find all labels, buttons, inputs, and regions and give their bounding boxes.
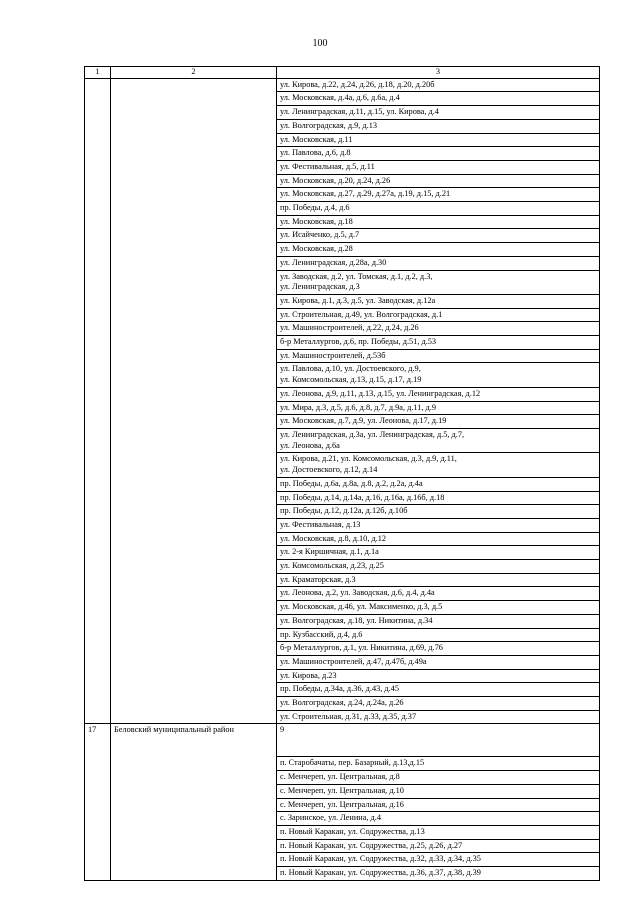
address-cell: с. Менчереп, ул. Центральная, д.10 [277,784,600,798]
district-name-cell: Беловский муниципальный район [111,724,277,880]
address-line: ул. Московская, д.7, д.9, ул. Леонова, д.17, д.19 [280,416,447,426]
address-line: ул. 2-я Киршичная, д.1, д.1а [280,547,379,557]
address-cell [277,363,600,387]
address-cell [277,322,600,336]
address-cell [277,336,600,350]
address-line: ул. Комсомольская, д.13, д.15, д.17, д.19 [280,375,422,385]
page-number: 100 [312,38,328,49]
address-cell [277,428,600,452]
address-line: ул. Заводская, д.2, ул. Томская, д.1, д.2, д.3, [280,271,433,281]
address-line: ул. Машиностроителей, д.53б [280,350,386,360]
address-cell [277,243,600,257]
address-line: пр. Победы, д.14, д.14а, д.16, д.16а, д.16б, д.18 [280,492,445,502]
address-cell [277,628,600,642]
address-cell [277,477,600,491]
address-cell [277,349,600,363]
count-value: 9 [280,725,285,735]
address-cell [277,160,600,174]
address-cell [277,546,600,560]
address-line: ул. Машиностроителей, д.47, д.47б, д.49а [280,656,427,666]
address-cell [277,573,600,587]
address-line: ул. Фестивальная, д.13 [280,519,361,529]
address-line: ул. Леонова, д.6а [280,440,340,450]
address-cell [277,453,600,477]
address-line: ул. Строительная, д.49, ул. Волгоградская, д.1 [280,309,443,319]
address-cell [277,270,600,294]
table-header-row [85,67,600,79]
address-line: ул. Достоевского, д.12, д.14 [280,465,378,475]
address-line: ул. Исайченко, д.5, д.7 [280,230,360,240]
address-table-body [85,67,600,881]
address-line: пр. Победы, д.12, д.12а, д.12б, д.10б [280,506,408,516]
header-col-1: 1 [85,67,111,79]
address-line: ул. Ленинградская, д.28а, д.30 [280,257,387,267]
address-cell [277,614,600,628]
address-line: ул. Московская, д.27, д.29, д.27а, д.19, д.15, д.21 [280,189,451,199]
address-cell [277,133,600,147]
address-cell [277,601,600,615]
address-line: пр. Кузбасский, д.4, д.6 [280,629,363,639]
address-line: ул. Московская, д.8, д.10, д.12 [280,533,387,543]
address-line: пр. Победы, д.6а, д.8а, д.8, д.2, д.2а, д.4а [280,478,423,488]
address-line: пр. Победы, д.4, д.6 [280,203,350,213]
address-cell: п. Новый Каракан, ул. Содружества, д.36, д.37, д.38, д.39 [277,867,600,881]
address-cell [277,78,600,92]
address-cell [277,92,600,106]
address-cell [277,560,600,574]
address-line: ул. Фестивальная, д.5, д.11 [280,161,375,171]
address-line: ул. Московская, д.46, ул. Максименко, д.3, д.5 [280,602,443,612]
address-line: ул. Московская, д.20, д.24, д.26 [280,175,391,185]
count-cell [277,724,600,757]
address-line: ул. Московская, д.28 [280,244,353,254]
address-cell [277,697,600,711]
address-table [84,66,600,881]
address-line: ул. Ленинградская, д.11, д.15, ул. Кирова, д.4 [280,107,439,117]
address-line: б-р Металлургов, д.1, ул. Никитина, д.69, д.76 [280,643,443,653]
address-cell [277,294,600,308]
address-line: ул. Московская, д.18 [280,216,353,226]
address-cell [277,415,600,429]
address-cell [277,188,600,202]
address-cell [277,642,600,656]
address-line: ул. Краматорская, д.3 [280,574,356,584]
table-row [85,78,600,92]
address-cell [277,401,600,415]
address-cell [277,202,600,216]
address-line: ул. Кирова, д.21, ул. Комсомольская, д.3, д.9, д.11, [280,454,457,464]
address-line: ул. Московская, д.11 [280,134,353,144]
address-line: ул. Павлова, д.10, ул. Достоевского, д.9, [280,364,421,374]
row-number-cell [85,78,111,724]
address-line: ул. Павлова, д.6, д.8 [280,148,351,158]
address-line: пр. Победы, д.34а, д.36, д.43, д.45 [280,684,400,694]
address-line: ул. Кирова, д.23 [280,670,337,680]
address-cell: п. Старобачаты, пер. Базарный, д.13,д.15 [277,757,600,771]
district-cell [111,78,277,724]
address-cell [277,669,600,683]
address-cell [277,147,600,161]
address-cell [277,229,600,243]
address-cell [277,532,600,546]
address-line: ул. Московская, д.4а, д.6, д.6а, д.4 [280,93,400,103]
address-cell: с. Менчереп, ул. Центральная, д.16 [277,798,600,812]
address-cell [277,387,600,401]
address-cell [277,655,600,669]
address-line: ул. Волгоградская, д.9, д.13 [280,120,378,130]
address-cell: п. Новый Каракан, ул. Содружества, д.32, д.33, д.34, д.35 [277,853,600,867]
address-cell [277,518,600,532]
address-line: ул. Кирова, д.1, д.3, д.5, ул. Заводская, д.12а [280,295,436,305]
address-cell [277,710,600,724]
address-cell: п. Новый Каракан, ул. Содружества, д.25, д.26, д.27 [277,839,600,853]
address-line: ул. Машиностроителей, д.22, д.24, д.26 [280,323,419,333]
address-line: ул. Леонова, д.2, ул. Заводская, д.6, д.4, д.4а [280,588,435,598]
address-line: ул. Кирова, д.22, д.24, д.26, д.18, д.20, д.20б [280,79,435,89]
row-number-cell: 17 [85,724,111,880]
address-line: ул. Комсомольская, д.23, д.25 [280,561,384,571]
address-cell [277,308,600,322]
address-line: ул. Строительная, д.31, д.33, д.35, д.37 [280,711,417,721]
address-line: ул. Ленинградская, д.3а, ул. Ленинградская, д.5, д.7, [280,429,465,439]
address-line: ул. Волгоградская, д.24, д.24а, д.26 [280,698,404,708]
address-cell [277,256,600,270]
address-line: ул. Волгоградская, д.18, ул. Никитина, д.34 [280,615,433,625]
header-col-3: 3 [277,67,600,79]
address-cell [277,174,600,188]
address-cell: с. Менчереп, ул. Центральная, д.8 [277,771,600,785]
address-cell: п. Новый Каракан, ул. Содружества, д.13 [277,825,600,839]
address-cell [277,683,600,697]
address-cell [277,119,600,133]
address-line: ул. Леонова, д.9, д.11, д.13, д.15, ул. Ленинградская, д.12 [280,388,481,398]
address-line: ул. Мира, д.3, д.5, д.6, д.8, д.7, д.9а, д.11, д.9 [280,402,436,412]
address-cell [277,587,600,601]
address-cell [277,491,600,505]
address-line: б-р Металлургов, д.6, пр. Победы, д.51, д.53 [280,337,437,347]
table-row [85,724,600,757]
address-line: ул. Ленинградская, д.3 [280,282,360,292]
address-cell [277,106,600,120]
header-col-2: 2 [111,67,277,79]
address-cell [277,215,600,229]
address-cell [277,505,600,519]
address-cell: с. Заринское, ул. Ленина, д.4 [277,812,600,826]
